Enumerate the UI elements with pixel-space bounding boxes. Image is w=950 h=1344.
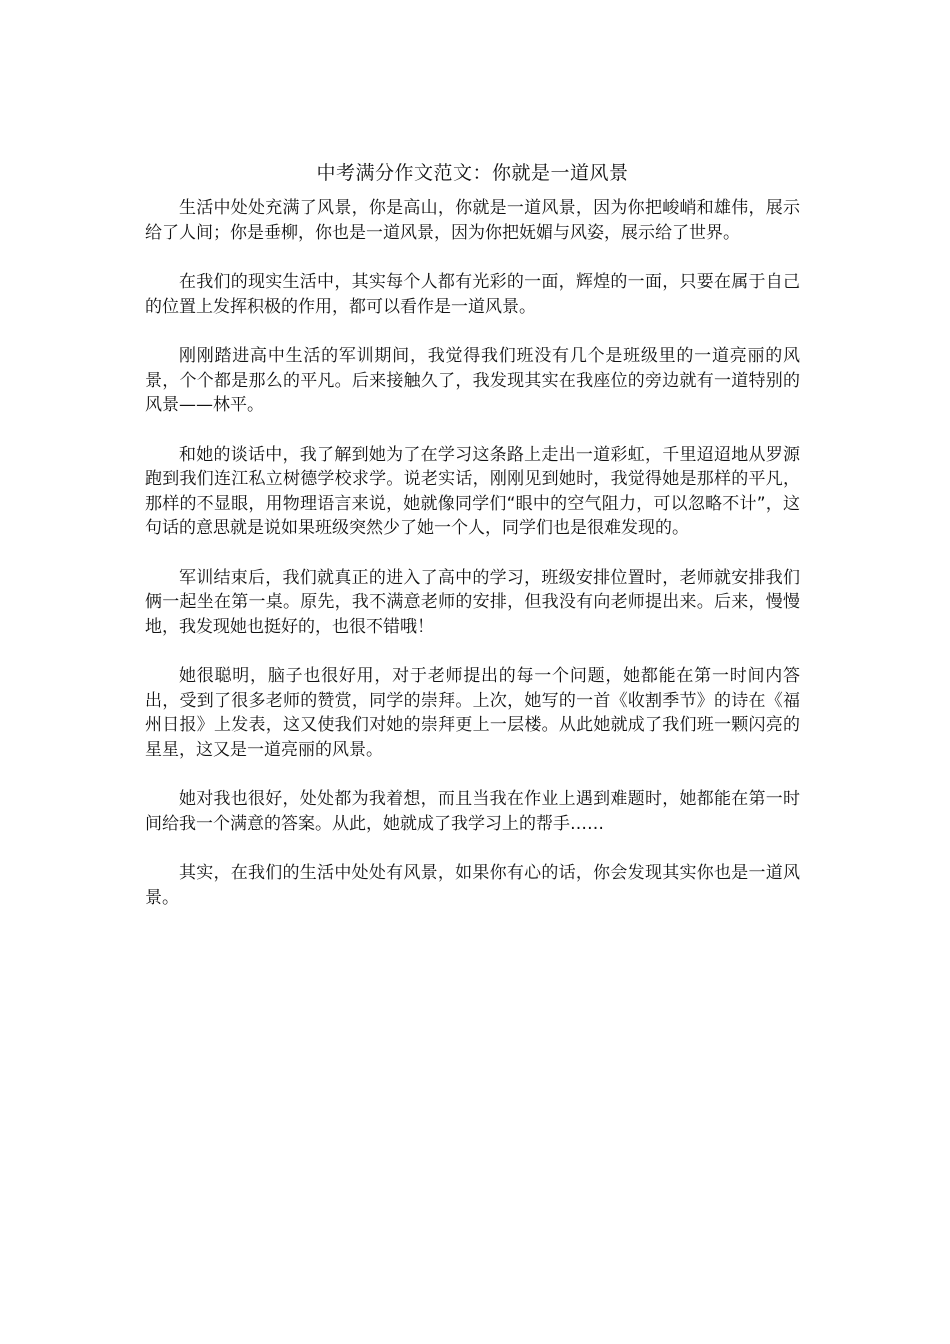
essay-paragraph-8: 其实，在我们的生活中处处有风景，如果你有心的话，你会发现其实你也是一道风景。 [145,863,800,908]
essay-paragraph-5: 军训结束后，我们就真正的进入了高中的学习，班级安排位置时，老师就安排我们俩一起坐在第一桌。原先，我不满意老师的安排，但我没有向老师提出来。后来，慢慢地，我发现她也挺好的，也很不错哦！ [145,567,800,637]
essay-article [145,158,800,935]
essay-paragraph-7: 她对我也很好，处处都为我着想，而且当我在作业上遇到难题时，她都能在第一时间给我一个满意的答案。从此，她就成了我学习上的帮手…… [145,789,800,834]
essay-paragraph-2: 在我们的现实生活中，其实每个人都有光彩的一面，辉煌的一面，只要在属于自己的位置上发挥积极的作用，都可以看作是一道风景。 [145,272,800,317]
essay-paragraph-1: 生活中处处充满了风景，你是高山，你就是一道风景，因为你把峻峭和雄伟，展示给了人间；你是垂柳，你也是一道风景，因为你把妩媚与风姿，展示给了世界。 [145,198,800,243]
essay-title: 中考满分作文范文：你就是一道风景 [316,162,629,184]
essay-paragraph-4: 和她的谈话中，我了解到她为了在学习这条路上走出一道彩虹，千里迢迢地从罗源跑到我们连江私立树德学校求学。说老实话，刚刚见到她时，我觉得她是那样的平凡，那样的不显眼，用物理语言来说，她就像同学们“眼中的空气阻力，可以忽略不计”，这句话的意思就是说如果班级突然少了她一个人，同学们也是很难发现的。 [145,444,800,538]
essay-paragraph-3: 刚刚踏进高中生活的军训期间，我觉得我们班没有几个是班级里的一道亮丽的风景，个个都是那么的平凡。后来接触久了，我发现其实在我座位的旁边就有一道特别的风景——林平。 [145,346,800,415]
essay-paragraph-6: 她很聪明，脑子也很好用，对于老师提出的每一个问题，她都能在第一时间内答出，受到了很多老师的赞赏，同学的崇拜。上次，她写的一首《收割季节》的诗在《福州日报》上发表，这又使我们对她的崇拜更上一层楼。从此她就成了我们班一颗闪亮的星星，这又是一道亮丽的风景。 [145,666,800,760]
